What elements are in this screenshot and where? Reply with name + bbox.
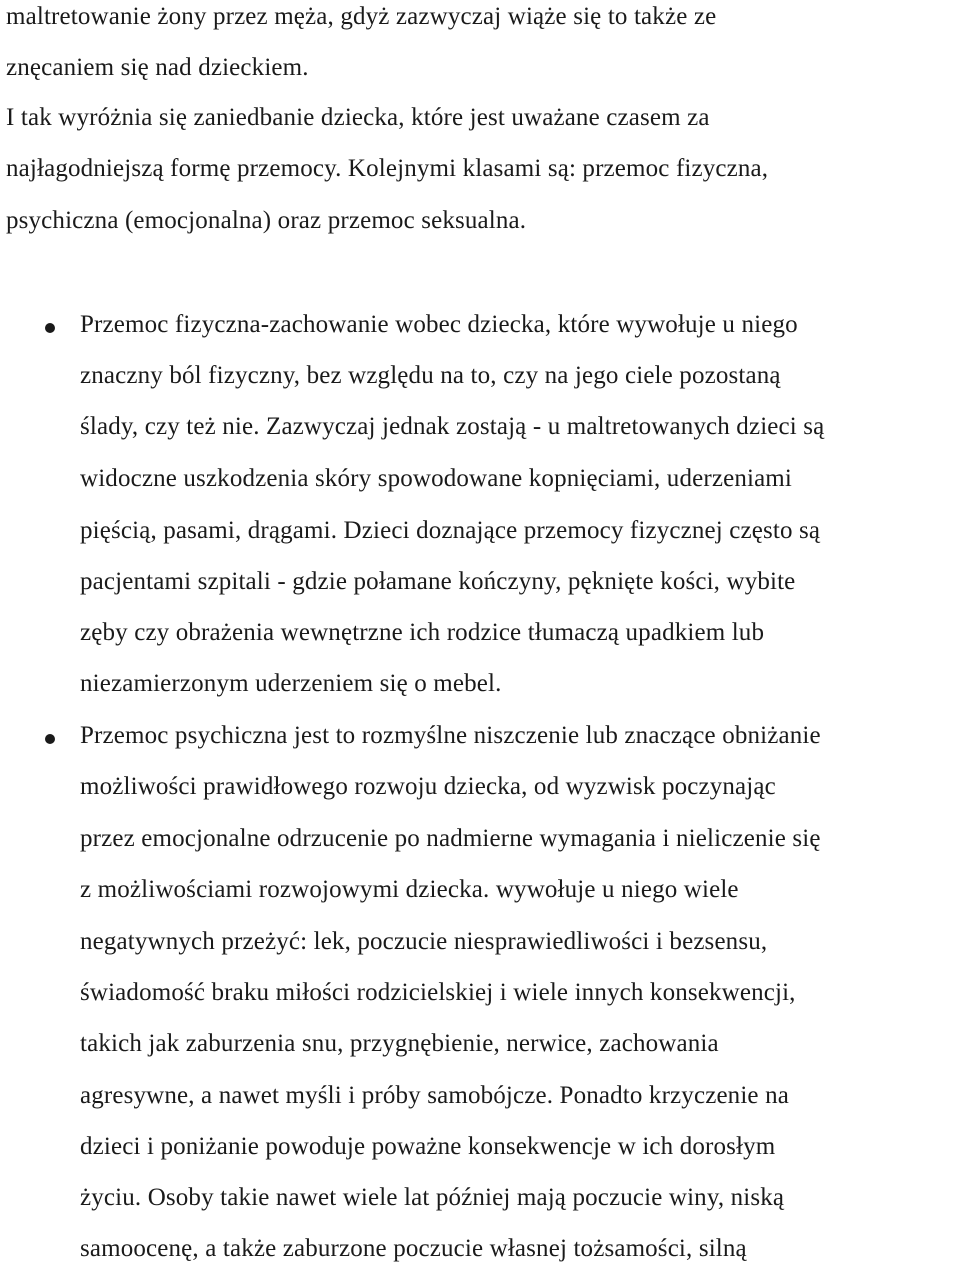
text-line: samoocenę, a także zaburzone poczucie własnej tożsamości, silną (80, 1235, 747, 1262)
text-line: Przemoc psychiczna jest to rozmyślne niszczenie lub znaczące obniżanie (80, 722, 821, 749)
text-line: Przemoc fizyczna-zachowanie wobec dziecka, które wywołuje u niego (80, 311, 798, 338)
text-line: widoczne uszkodzenia skóry spowodowane kopnięciami, uderzeniami (80, 465, 793, 492)
text-line: możliwości prawidłowego rozwoju dziecka, od wyzwisk poczynając (80, 773, 776, 800)
text-line: psychiczna (emocjonalna) oraz przemoc seksualna. (6, 207, 527, 234)
text-line: pacjentami szpitali - gdzie połamane kończyny, pęknięte kości, wybite (80, 568, 796, 595)
text-line: przez emocjonalne odrzucenie po nadmierne wymagania i nieliczenie się (80, 825, 821, 852)
text-line: ślady, czy też nie. Zazwyczaj jednak zostają - u maltretowanych dzieci są (80, 413, 825, 440)
text-line: negatywnych przeżyć: lek, poczucie niesprawiedliwości i bezsensu, (80, 928, 768, 955)
bullet-icon (45, 734, 55, 744)
text-line: świadomość braku miłości rodzicielskiej i wiele innych konsekwencji, (80, 979, 796, 1006)
text-line: życiu. Osoby takie nawet wiele lat później mają poczucie winy, niską (80, 1184, 785, 1211)
text-line: najłagodniejszą formę przemocy. Kolejnymi klasami są: przemoc fizyczna, (6, 155, 769, 182)
text-line: znaczny ból fizyczny, bez względu na to, czy na jego ciele pozostaną (80, 362, 781, 389)
bullet-icon (45, 323, 55, 333)
text-line: znęcaniem się nad dzieckiem. (6, 54, 309, 81)
text-line: pięścią, pasami, drągami. Dzieci doznające przemocy fizycznej często są (80, 517, 821, 544)
text-line: zęby czy obrażenia wewnętrzne ich rodzice tłumaczą upadkiem lub (80, 619, 765, 646)
text-line: niezamierzonym uderzeniem się o mebel. (80, 670, 502, 697)
text-line: dzieci i poniżanie powoduje poważne konsekwencje w ich dorosłym (80, 1133, 776, 1160)
text-line: takich jak zaburzenia snu, przygnębienie, nerwice, zachowania (80, 1030, 719, 1057)
text-line: maltretowanie żony przez męża, gdyż zazwyczaj wiąże się to także ze (6, 3, 717, 30)
text-line: z możliwościami rozwojowymi dziecka. wywołuje u niego wiele (80, 876, 739, 903)
text-line: agresywne, a nawet myśli i próby samobójcze. Ponadto krzyczenie na (80, 1082, 789, 1109)
text-line: I tak wyróżnia się zaniedbanie dziecka, które jest uważane czasem za (6, 104, 710, 131)
